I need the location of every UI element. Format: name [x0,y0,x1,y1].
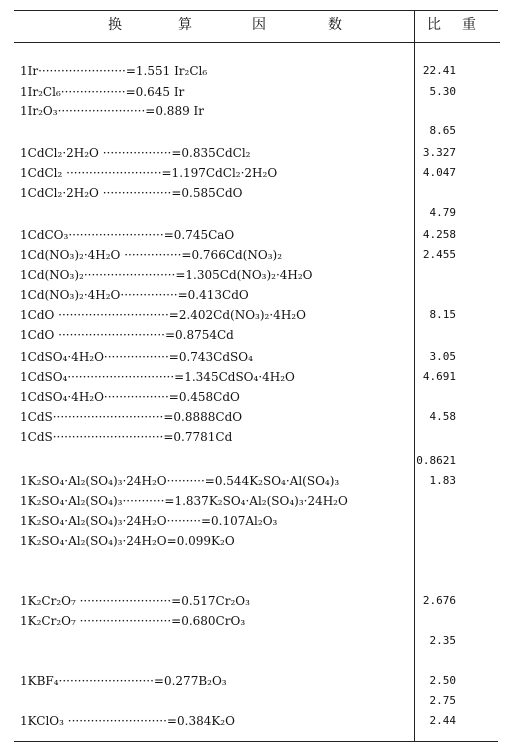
table-row [0,164,506,182]
table-row [0,712,506,730]
conversion-formula: 1CdCO₃·························=0.745CaO [20,228,235,242]
specific-gravity-value: 4.58 [429,410,456,423]
table-row [0,326,506,344]
table-row [0,472,506,490]
specific-gravity-value: 8.15 [429,308,456,321]
table-row [0,428,506,446]
density-header-char-1: 比 [427,17,441,33]
conversion-formula: 1Ir·······················=1.551 Ir₂Cl₆ [20,64,208,78]
header-char-3: 因 [252,17,266,33]
specific-gravity-value: 8.65 [429,124,456,137]
conversion-formula: 1K₂SO₄·Al₂(SO₄)₃···········=1.837K₂SO₄·Al₂(SO₄)₃·24H₂O [20,494,348,508]
table-row [0,122,506,140]
conversion-formula: 1CdS·····························=0.8888CdO [20,410,243,424]
conversion-formula: 1CdSO₄·4H₂O·················=0.458CdO [20,390,240,404]
table-row [0,672,506,690]
table-row [0,692,506,710]
conversion-formula: 1Ir₂O₃·······················=0.889 Ir [20,104,205,118]
conversion-formula: 1CdO ····························=0.8754Cd [20,328,234,342]
table-row [0,266,506,284]
table-row [0,204,506,222]
specific-gravity-value: 1.83 [429,474,456,487]
specific-gravity-value: 4.79 [429,206,456,219]
table-row [0,652,506,670]
table-row [0,452,506,470]
specific-gravity-value: 3.05 [429,350,456,363]
specific-gravity-value: 4.047 [422,166,456,179]
conversion-formula: 1CdSO₄·4H₂O·················=0.743CdSO₄ [20,350,253,364]
specific-gravity-value: 4.258 [422,228,456,241]
table-row [0,62,506,80]
specific-gravity-value: 2.50 [429,674,456,687]
table-row [0,83,506,101]
table-row [0,612,506,630]
conversion-formula: 1Ir₂Cl₆·················=0.645 Ir [20,85,185,99]
header-char-1: 换 [108,17,122,33]
header-char-2: 算 [178,17,192,33]
table-row [0,144,506,162]
table-row [0,592,506,610]
table-row [0,492,506,510]
specific-gravity-value: 2.676 [422,594,456,607]
specific-gravity-value: 4.691 [422,370,456,383]
header-rule [14,42,500,43]
table-row [0,572,506,590]
conversion-formula: 1CdCl₂·2H₂O ··················=0.835CdCl₂ [20,146,251,160]
table-row [0,532,506,550]
table-row [0,348,506,366]
density-header-char-2: 重 [462,17,476,33]
table-row [0,226,506,244]
specific-gravity-value: 22.41 [422,64,456,77]
specific-gravity-value: 5.30 [429,85,456,98]
table-row [0,102,506,120]
conversion-formula: 1CdSO₄····························=1.345CdSO₄·4H₂O [20,370,295,384]
specific-gravity-value: 0.8621 [416,454,456,467]
conversion-formula: 1Cd(NO₃)₂·4H₂O···············=0.413CdO [20,288,249,302]
conversion-formula: 1K₂SO₄·Al₂(SO₄)₃·24H₂O=0.099K₂O [20,534,235,548]
table-row [0,408,506,426]
specific-gravity-value: 2.35 [429,634,456,647]
table-row [0,512,506,530]
conversion-formula: 1CdCl₂ ·························=1.197CdCl₂·2H₂O [20,166,278,180]
table-row [0,552,506,570]
conversion-formula: 1Cd(NO₃)₂························=1.305Cd(NO₃)₂·4H₂O [20,268,313,282]
table-row [0,306,506,324]
conversion-formula: 1KBF₄·························=0.277B₂O₃ [20,674,227,688]
specific-gravity-value: 2.44 [429,714,456,727]
table-row [0,286,506,304]
specific-gravity-value: 3.327 [422,146,456,159]
conversion-formula: 1K₂SO₄·Al₂(SO₄)₃·24H₂O·········=0.107Al₂O₃ [20,514,278,528]
conversion-formula: 1Cd(NO₃)₂·4H₂O ···············=0.766Cd(NO₃)₂ [20,248,283,262]
specific-gravity-value: 2.455 [422,248,456,261]
table-row [0,246,506,264]
table-row [0,368,506,386]
conversion-formula: 1K₂Cr₂O₇ ························=0.680CrO₃ [20,614,246,628]
specific-gravity-value: 2.75 [429,694,456,707]
conversion-formula: 1CdO ·····························=2.402Cd(NO₃)₂·4H₂O [20,308,306,322]
header-char-4: 数 [328,17,342,33]
conversion-formula: 1CdS·····························=0.7781Cd [20,430,233,444]
conversion-formula: 1K₂SO₄·Al₂(SO₄)₃·24H₂O··········=0.544K₂SO₄·Al(SO₄)₃ [20,474,340,488]
table-row [0,184,506,202]
table-row [0,388,506,406]
table-row [0,632,506,650]
conversion-formula: 1CdCl₂·2H₂O ··················=0.585CdO [20,186,243,200]
conversion-formula: 1K₂Cr₂O₇ ························=0.517Cr₂O₃ [20,594,250,608]
conversion-formula: 1KClO₃ ··························=0.384K₂O [20,714,235,728]
